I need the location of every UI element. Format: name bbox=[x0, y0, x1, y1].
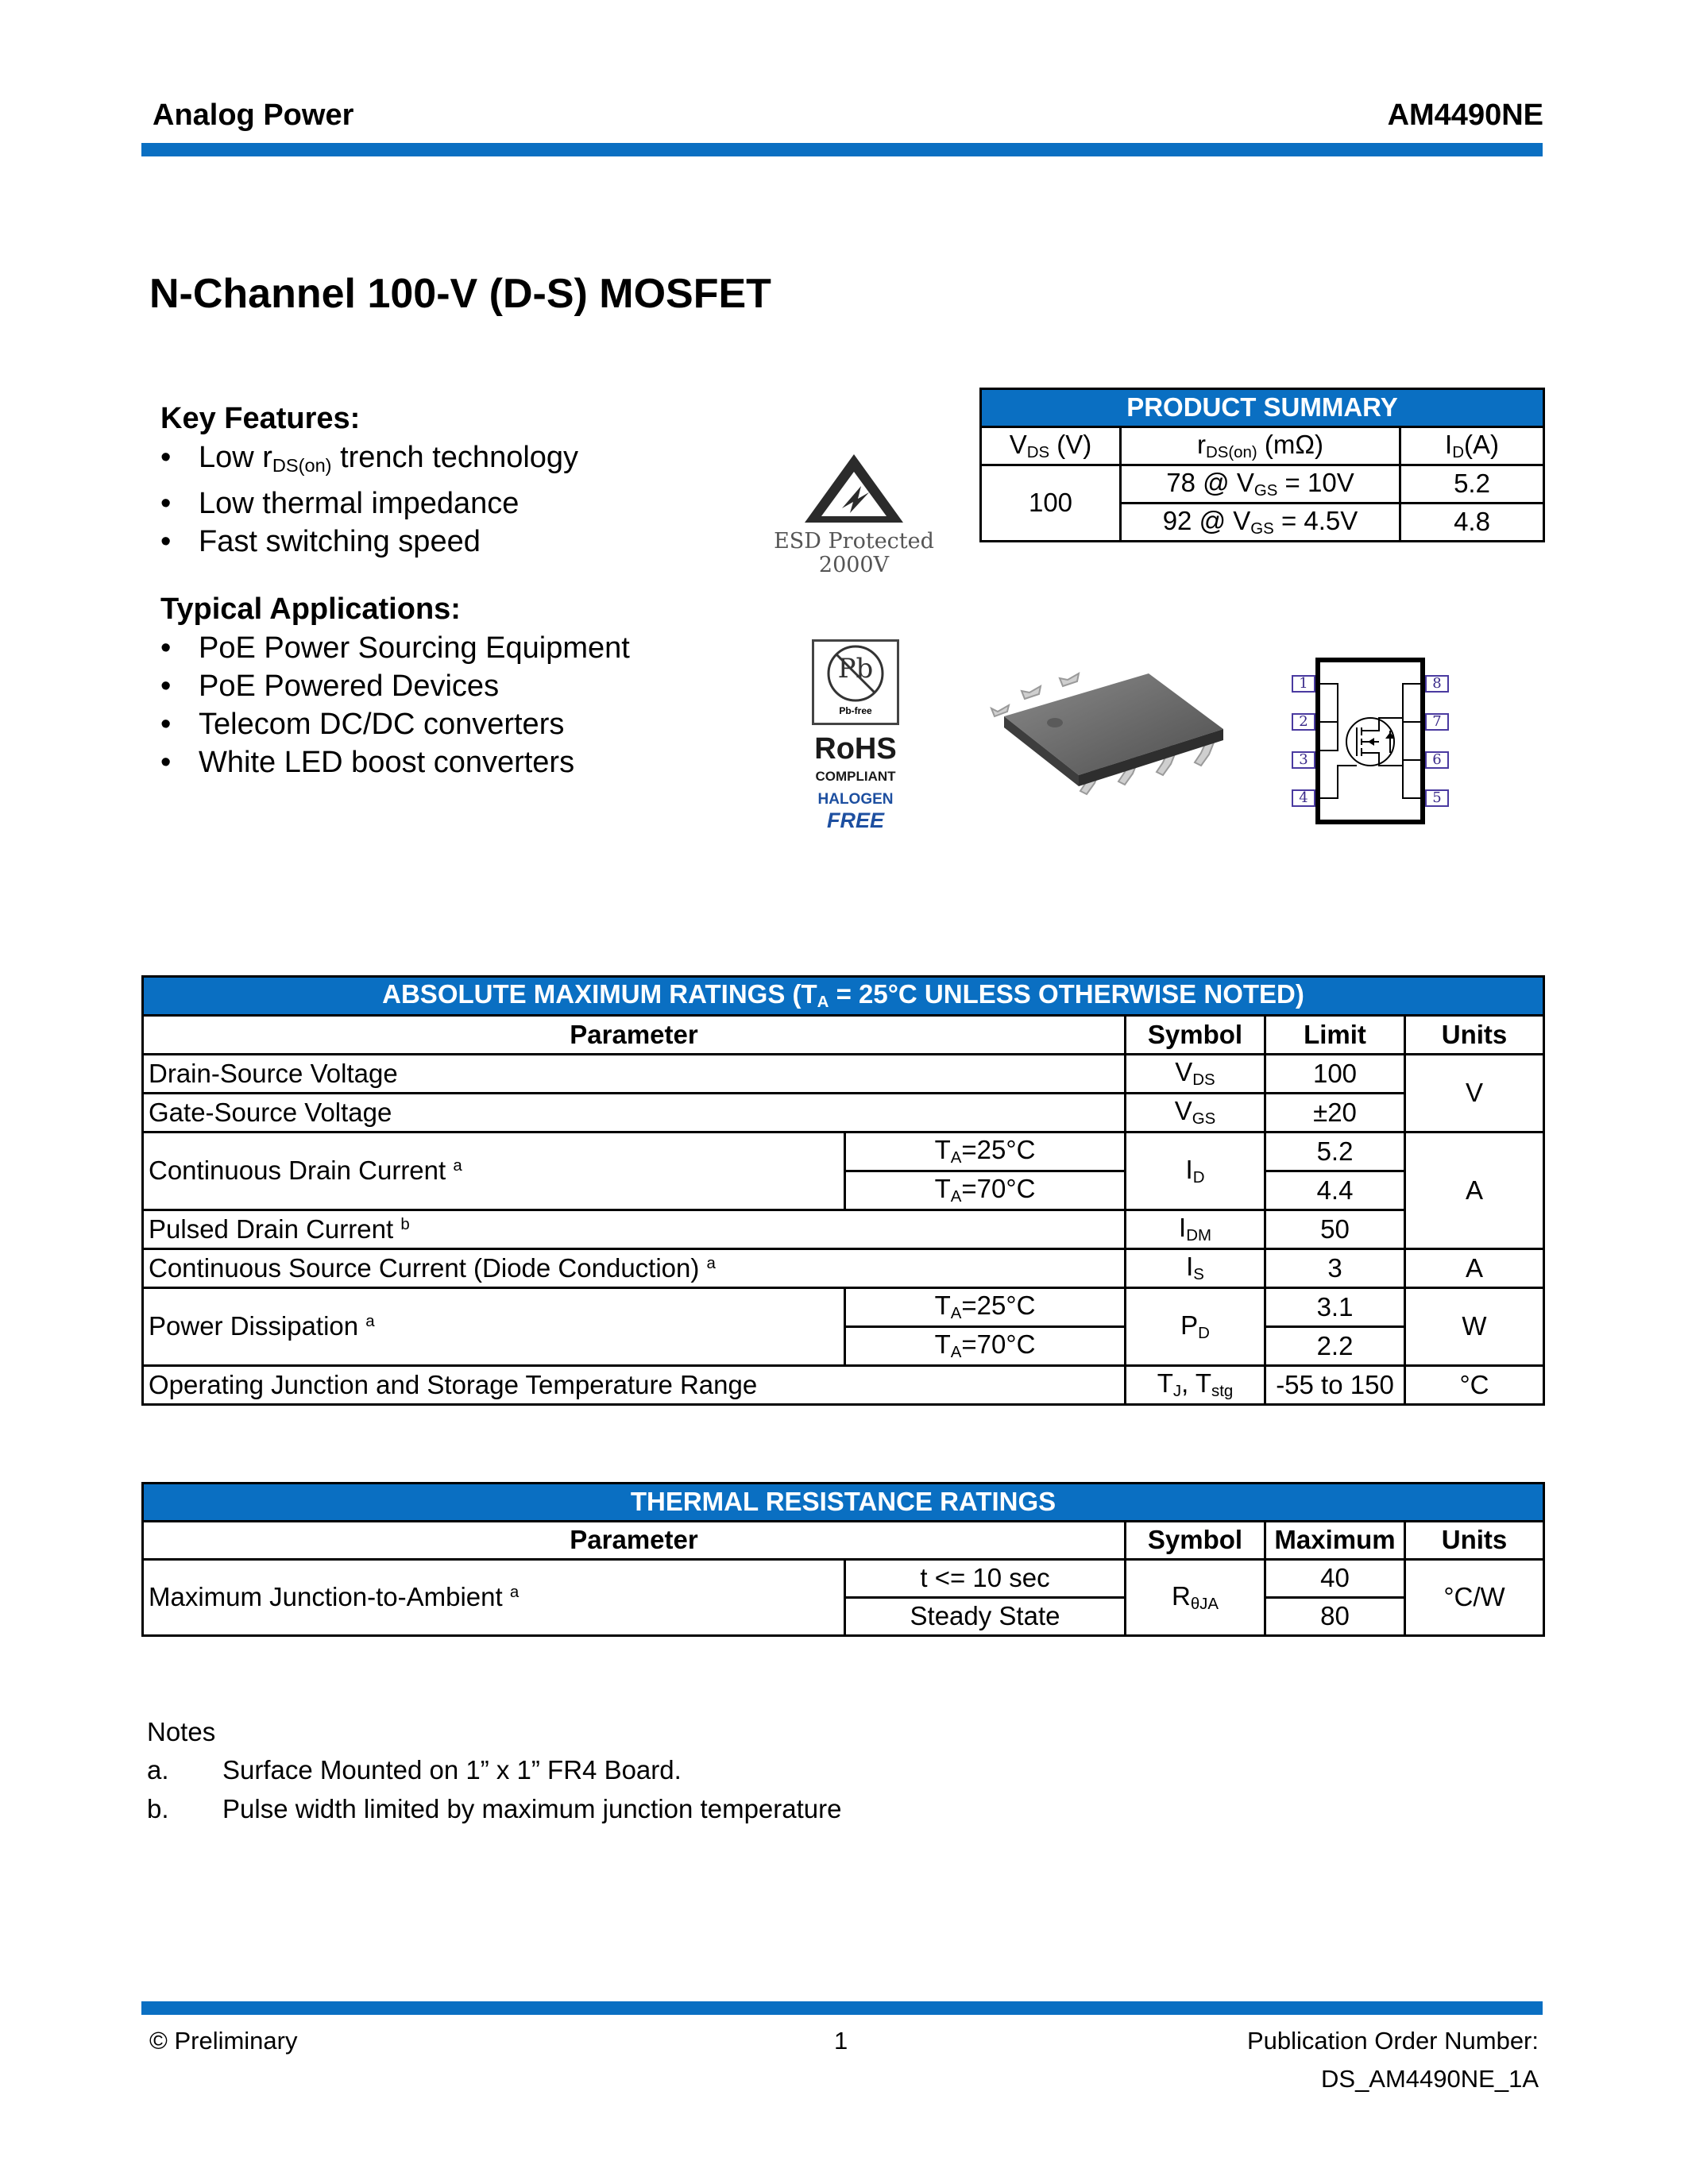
limit-cell: 3.1 bbox=[1265, 1288, 1405, 1327]
param-cell: Continuous Drain Current $^a$ bbox=[143, 1133, 845, 1210]
limit-cell: 100 bbox=[1265, 1055, 1405, 1094]
rohs-label: RoHS bbox=[814, 732, 897, 766]
param-cell: Pulsed Drain Current $^b$ bbox=[143, 1210, 1126, 1249]
product-summary-table bbox=[979, 388, 1545, 542]
id-value: 5.2 bbox=[1400, 465, 1544, 504]
so8-package-image bbox=[985, 643, 1247, 842]
param-cell: Drain-Source Voltage bbox=[143, 1055, 1126, 1094]
unit-cell: W bbox=[1405, 1288, 1544, 1366]
esd-badge bbox=[763, 453, 945, 580]
applications-heading: Typical Applications: bbox=[160, 592, 461, 626]
pin-8: 8 bbox=[1425, 675, 1449, 693]
param-cell: Power Dissipation $^a$ bbox=[143, 1288, 845, 1366]
max-cell: 80 bbox=[1265, 1598, 1405, 1636]
limit-cell: 3 bbox=[1265, 1249, 1405, 1288]
key-features-heading: Key Features: bbox=[160, 402, 361, 435]
vds-value: 100 bbox=[981, 465, 1121, 542]
list-item: • Fast switching speed bbox=[160, 523, 578, 561]
limit-cell: 50 bbox=[1265, 1210, 1405, 1249]
max-cell: 40 bbox=[1265, 1560, 1405, 1598]
note-label: a. bbox=[147, 1755, 169, 1785]
thermal-resistance-table bbox=[141, 1482, 1545, 1637]
applications-list bbox=[160, 629, 630, 781]
note-label: b. bbox=[147, 1794, 169, 1823]
col-header-vds: $V_{DS}$ (V) bbox=[981, 427, 1121, 465]
list-item: • Low $r_{DS(on)}$ trench technology bbox=[160, 438, 578, 484]
table-row bbox=[143, 1288, 1544, 1327]
limit-cell: 2.2 bbox=[1265, 1327, 1405, 1366]
col-header-units: Units bbox=[1405, 1016, 1544, 1055]
esd-label: ESD Protected bbox=[774, 529, 934, 554]
limit-cell: 5.2 bbox=[1265, 1133, 1405, 1171]
pin-1: 1 bbox=[1292, 675, 1315, 693]
note-text: Surface Mounted on 1” x 1” FR4 Board. bbox=[222, 1755, 682, 1785]
symbol-cell: $I_{DM}$ bbox=[1126, 1210, 1265, 1249]
list-item: • PoE Power Sourcing Equipment bbox=[160, 629, 630, 667]
thermal-banner: THERMAL RESISTANCE RATINGS bbox=[143, 1484, 1544, 1522]
condition-cell: $T_A=25^\circ C$ bbox=[845, 1288, 1126, 1327]
note-text: Pulse width limited by maximum junction temperature bbox=[222, 1794, 842, 1823]
header-rule bbox=[141, 143, 1543, 156]
pinout-diagram bbox=[1276, 645, 1463, 839]
pin-2: 2 bbox=[1292, 713, 1315, 731]
param-cell: Continuous Source Current (Diode Conduction) $^a$ bbox=[143, 1249, 1126, 1288]
limit-cell: ±20 bbox=[1265, 1094, 1405, 1133]
page-number: 1 bbox=[834, 2027, 848, 2055]
esd-voltage: 2000V bbox=[818, 553, 890, 577]
pb-free-label: Pb-free bbox=[839, 705, 872, 716]
condition-cell: t <= 10 sec bbox=[845, 1560, 1126, 1598]
rds-value: 92 @ $V_{GS} = 4.5V$ bbox=[1121, 504, 1400, 542]
condition-cell: $T_A=25^\circ C$ bbox=[845, 1133, 1126, 1171]
param-cell: Gate-Source Voltage bbox=[143, 1094, 1126, 1133]
condition-cell: Steady State bbox=[845, 1598, 1126, 1636]
notes-heading: Notes bbox=[147, 1717, 216, 1746]
publication-order-label: Publication Order Number: bbox=[1247, 2027, 1539, 2055]
col-header-limit: Limit bbox=[1265, 1016, 1405, 1055]
mosfet-symbol-icon bbox=[1320, 662, 1420, 820]
company-name: Analog Power bbox=[153, 98, 354, 132]
absolute-max-ratings-table bbox=[141, 975, 1545, 1406]
list-item: • Telecom DC/DC converters bbox=[160, 705, 630, 743]
symbol-cell: $I_S$ bbox=[1126, 1249, 1265, 1288]
publication-order-number: DS_AM4490NE_1A bbox=[1321, 2065, 1539, 2093]
table-row bbox=[143, 1249, 1544, 1288]
pin-7: 7 bbox=[1425, 713, 1449, 731]
symbol-cell: $V_{DS}$ bbox=[1126, 1055, 1265, 1094]
unit-cell: A bbox=[1405, 1249, 1544, 1288]
table-row bbox=[143, 1133, 1544, 1171]
unit-cell: A bbox=[1405, 1133, 1544, 1249]
symbol-cell: $V_{GS}$ bbox=[1126, 1094, 1265, 1133]
table-row bbox=[143, 1055, 1544, 1094]
symbol-cell: $R_{\theta JA}$ bbox=[1126, 1560, 1265, 1636]
unit-cell: V bbox=[1405, 1055, 1544, 1133]
key-features-list bbox=[160, 438, 578, 561]
table-row bbox=[143, 1560, 1544, 1598]
table-row bbox=[143, 1210, 1544, 1249]
pin-5: 5 bbox=[1425, 789, 1449, 807]
page-title: N-Channel 100-V (D-S) MOSFET bbox=[149, 271, 771, 317]
condition-cell: $T_A=70^\circ C$ bbox=[845, 1327, 1126, 1366]
col-header-parameter: Parameter bbox=[143, 1016, 1126, 1055]
list-item: • White LED boost converters bbox=[160, 743, 630, 781]
pin-3: 3 bbox=[1292, 751, 1315, 769]
col-header-id: $I_D(A)$ bbox=[1400, 427, 1544, 465]
param-cell: Operating Junction and Storage Temperature Range bbox=[143, 1366, 1126, 1405]
halogen-free-label: FREE bbox=[826, 808, 884, 832]
condition-cell: $T_A=70^\circ C$ bbox=[845, 1171, 1126, 1210]
abs-max-banner: ABSOLUTE MAXIMUM RATINGS ($T_A = 25^\circ C$ UNLESS OTHERWISE NOTED) bbox=[143, 977, 1544, 1016]
col-header-maximum: Maximum bbox=[1265, 1522, 1405, 1560]
col-header-parameter: Parameter bbox=[143, 1522, 1126, 1560]
halogen-label: HALOGEN bbox=[817, 791, 894, 808]
rohs-compliant: COMPLIANT bbox=[815, 769, 896, 784]
unit-cell: °C bbox=[1405, 1366, 1544, 1405]
symbol-cell: $I_D$ bbox=[1126, 1133, 1265, 1210]
col-header-rds: $r_{DS(on)}$ (mΩ) bbox=[1121, 427, 1400, 465]
symbol-cell: $P_D$ bbox=[1126, 1288, 1265, 1366]
list-item: • PoE Powered Devices bbox=[160, 667, 630, 705]
product-summary-banner: PRODUCT SUMMARY bbox=[981, 389, 1544, 427]
param-cell: Maximum Junction-to-Ambient $^a$ bbox=[143, 1560, 845, 1636]
col-header-symbol: Symbol bbox=[1126, 1016, 1265, 1055]
limit-cell: -55 to 150 bbox=[1265, 1366, 1405, 1405]
table-row bbox=[143, 1094, 1544, 1133]
table-row bbox=[143, 1366, 1544, 1405]
pin-4: 4 bbox=[1292, 789, 1315, 807]
unit-cell: °C/W bbox=[1405, 1560, 1544, 1636]
pin-6: 6 bbox=[1425, 751, 1449, 769]
rds-value: 78 @ $V_{GS} = 10V$ bbox=[1121, 465, 1400, 504]
pb-free-badge bbox=[812, 639, 899, 725]
pb-label: Pb bbox=[837, 653, 874, 685]
limit-cell: 4.4 bbox=[1265, 1171, 1405, 1210]
id-value: 4.8 bbox=[1400, 504, 1544, 542]
footer-rule bbox=[141, 2001, 1543, 2015]
footer-copyright: © Preliminary bbox=[149, 2027, 298, 2055]
esd-warning-icon bbox=[763, 453, 945, 526]
part-number: AM4490NE bbox=[1387, 98, 1543, 132]
symbol-cell: $T_J$, $T_{stg}$ bbox=[1126, 1366, 1265, 1405]
col-header-units: Units bbox=[1405, 1522, 1544, 1560]
col-header-symbol: Symbol bbox=[1126, 1522, 1265, 1560]
list-item: • Low thermal impedance bbox=[160, 484, 578, 523]
